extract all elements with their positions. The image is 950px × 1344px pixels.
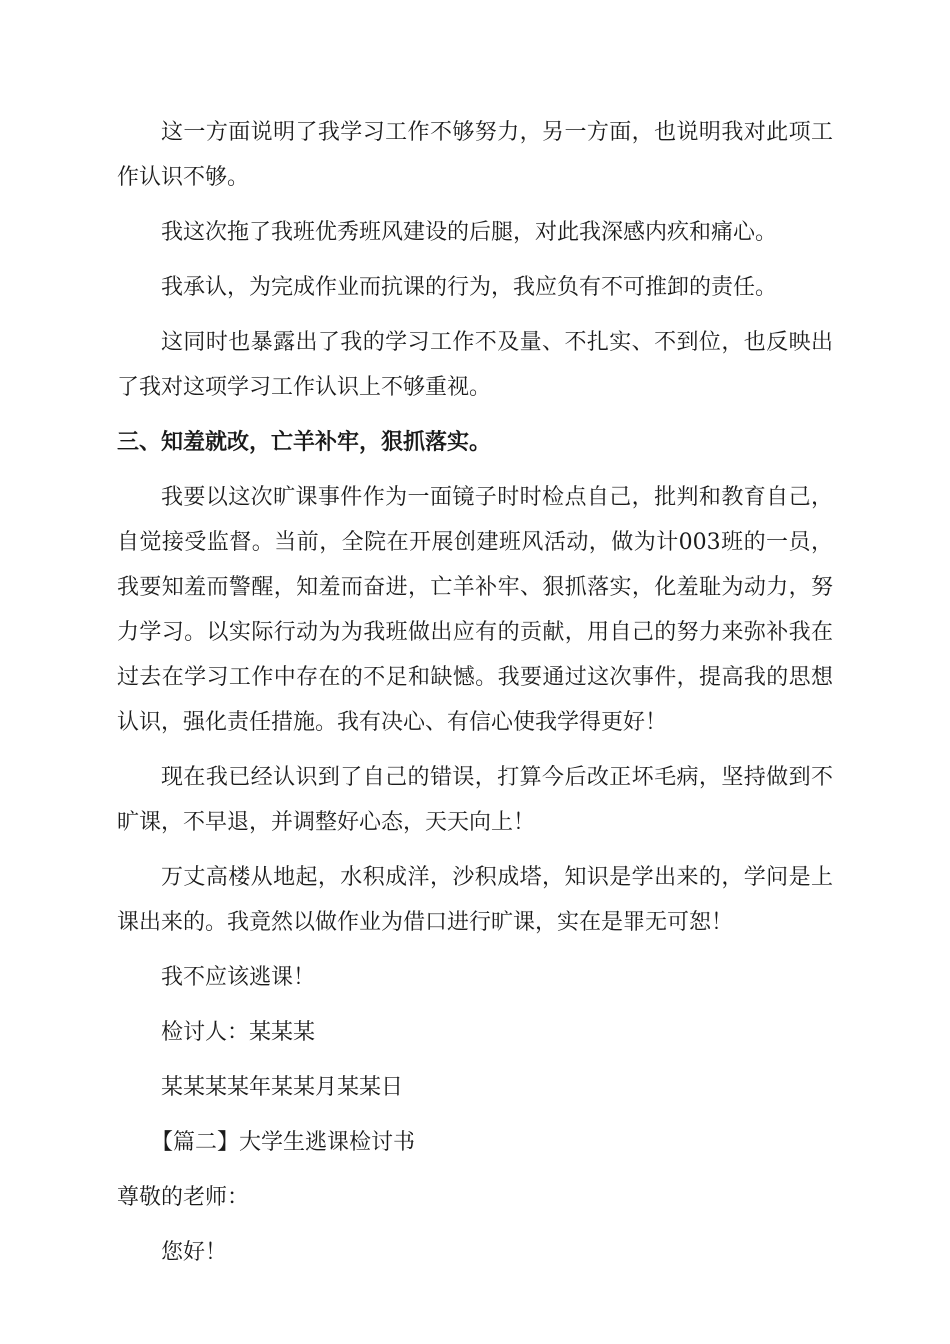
greeting: 您好！ [161, 1240, 228, 1265]
paragraph: 我承认，为完成作业而抗课的行为，我应负有不可推卸的责任。 [161, 275, 778, 300]
salutation: 尊敬的老师： [117, 1185, 250, 1210]
signer-line: 检讨人：某某某 [161, 1020, 316, 1045]
paragraph: 万丈高楼从地起，水积成洋，沙积成塔，知识是学出来的，学问是上课出来的。我竟然以做作业为借口进行旷课，实在是罪无可恕！ [117, 865, 833, 935]
paragraph: 我这次拖了我班优秀班风建设的后腿，对此我深感内疚和痛心。 [161, 220, 778, 245]
paragraph: 我不应该逃课！ [161, 965, 316, 990]
section-heading: 三、知羞就改，亡羊补牢，狠抓落实。 [117, 429, 492, 455]
date-line: 某某某某年某某月某某日 [161, 1075, 404, 1100]
paragraph: 我要以这次旷课事件作为一面镜子时时检点自己，批判和教育自己，自觉接受监督。当前，全院在开展创建班风活动，做为计003班的一员，我要知羞而警醒，知羞而奋进，亡羊补牢、狠抓落实，化羞耻为动力，努力学习。以实际行动为为我班做出应有的贡献，用自己的努力来弥补我在过去在学习工作中存在的不足和缺憾。我要通过这次事件，提高我的思想认识，强化责任措施。我有决心、有信心使我学得更好！ [117, 485, 833, 735]
paragraph: 这同时也暴露出了我的学习工作不及量、不扎实、不到位，也反映出了我对这项学习工作认识上不够重视。 [117, 330, 833, 400]
next-article-title: 【篇二】大学生逃课检讨书 [151, 1130, 416, 1155]
document-body [117, 110, 833, 1285]
paragraph: 这一方面说明了我学习工作不够努力，另一方面，也说明我对此项工作认识不够。 [117, 120, 833, 190]
paragraph: 现在我已经认识到了自己的错误，打算今后改正坏毛病，坚持做到不旷课，不早退，并调整好心态，天天向上！ [117, 765, 833, 835]
